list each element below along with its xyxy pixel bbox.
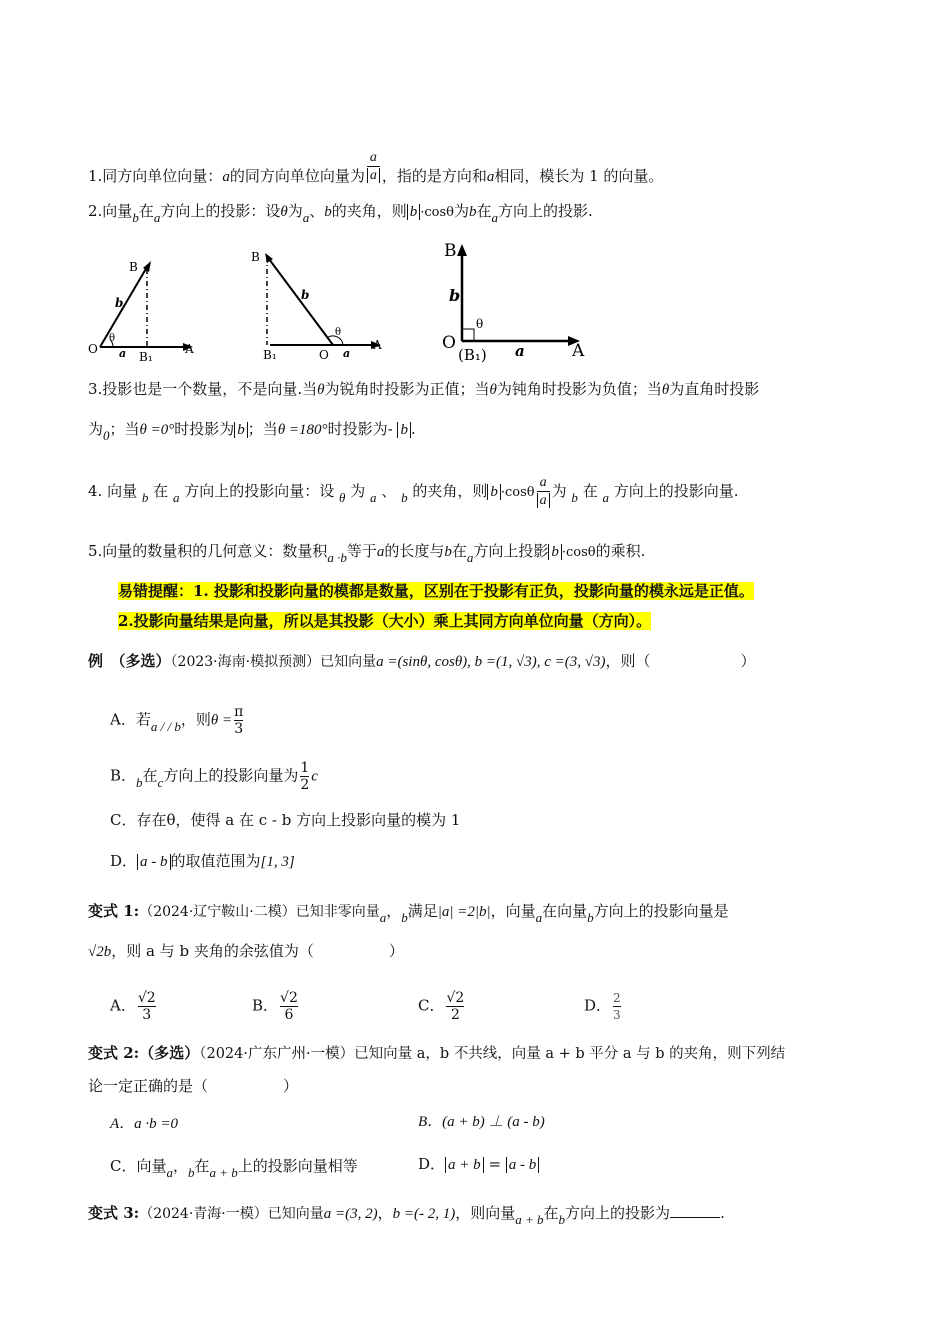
label-vec-a: a [515, 342, 525, 360]
label-O: O [442, 333, 456, 353]
example-stem: 例 （多选）（2023·海南·模拟预测）已知向量a =(sinθ, cosθ), b =(1, √3), c =(3, √3)，则（ ） [88, 652, 756, 670]
variation-1-option-c[interactable]: C． $\frac{√2}{2}$ [418, 990, 465, 1023]
item-3-line-1: 3.投影也是一个数量，不是向量.当θ为锐角时投影为正值；当θ为钝角时投影为负值；当θ为直角时投影 [88, 380, 760, 398]
label-A: A [373, 338, 382, 352]
variation-2-stem-line-2: 论一定正确的是（ ） [88, 1077, 299, 1095]
example-option-b[interactable]: B．b在c方向上的投影向量为 $\frac{1}{2}$ c [110, 760, 318, 793]
variation-2-option-b[interactable]: B．(a + b) ⊥ (a - b) [418, 1114, 545, 1130]
variation-1-stem: 变式 1:（2024·辽宁鞍山·二模）已知非零向量a，b满足|a| =2|b|，向量a在向量b方向上的投影向量是 [88, 902, 729, 925]
example-option-c[interactable]: C．存在θ，使得 a 在 c - b 方向上投影向量的模为 1 [110, 811, 461, 829]
variation-1-option-a[interactable]: A． $\frac{√2}{3}$ [110, 990, 156, 1023]
example-option-d[interactable]: D． a - b 的取值范围为[1, 3] [110, 852, 295, 870]
variation-1-option-d[interactable]: D． $\frac{2}{3}$ [584, 991, 621, 1022]
label-A: A [572, 341, 585, 361]
variation-1-option-b[interactable]: B． $\frac{√2}{6}$ [252, 990, 298, 1023]
label-vec-b: b [301, 288, 310, 302]
figure-obtuse-projection [245, 245, 390, 365]
item-5: 5.向量的数量积的几何意义：数量积a ·b等于a的长度与b在a方向上投影 b ·cosθ的乘积. [88, 542, 646, 565]
example-option-a[interactable]: A．若a / / b，则θ = $\frac{\pi}{3}$ [110, 704, 244, 737]
item-4: 4. 向量 b 在 a 方向上的投影向量：设 θ 为 a 、 b 的夹角，则 b ·cosθ $\frac{a}{a}$ 为 b 在 a 方向上的投影向量. [88, 475, 739, 508]
label-B1: (B₁) [458, 346, 487, 363]
label-O: O [88, 342, 98, 356]
unit-vector-fraction: $\frac{a}{a}$ [367, 150, 380, 184]
item-2: 2.向量b在a方向上的投影：设θ为a、b的夹角，则 b ·cosθ为b在a方向上的投影. [88, 202, 593, 225]
variation-1-stem-line-2: √2b，则 a 与 b 夹角的余弦值为（ ） [88, 942, 404, 960]
item-1: 1.同方向单位向量：a的同方向单位向量为 $\frac{a}{a}$ ，指的是方向和a相同，模长为 1 的向量。 [88, 150, 664, 185]
variation-2-option-d[interactable]: D． a + b = a - b [418, 1153, 539, 1176]
figure-right-angle-projection [440, 238, 595, 363]
warning-line-2: 2.投影向量结果是向量，所以是其投影（大小）乘上其同方向单位向量（方向）。 [118, 612, 652, 630]
label-vec-a: a [119, 347, 127, 360]
label-B: B [129, 260, 138, 274]
label-O: O [319, 348, 329, 362]
warning-line-1: 易错提醒：1. 投影和投影向量的模都是数量，区别在于投影有正负，投影向量的模永远是正值。 [118, 582, 754, 600]
variation-2-option-c[interactable]: C．向量a，b在a + b上的投影向量相等 [110, 1157, 358, 1180]
figure-acute-projection [85, 255, 205, 365]
variation-3-stem: 变式 3:（2024·青海·一模）已知向量a =(3, 2)，b =(- 2, 1)，则向量a + b在b方向上的投影为 . [88, 1204, 725, 1227]
label-B1: B₁ [263, 348, 277, 362]
label-theta: θ [335, 327, 342, 338]
label-vec-a: a [343, 347, 351, 360]
item-3-line-2: 为0；当θ =0°时投影为 b ；当θ =180°时投影为- b . [88, 420, 416, 443]
label-B: B [444, 241, 457, 261]
label-theta: θ [476, 317, 484, 331]
vec-a: a [222, 169, 230, 185]
variation-2-stem: 变式 2:（多选）（2024·广东广州·一模）已知向量 a，b 不共线，向量 a + b 平分 a 与 b 的夹角，则下列结 [88, 1044, 786, 1062]
label-A: A [185, 342, 194, 356]
variation-2-option-a[interactable]: A．a ·b =0 [110, 1116, 179, 1132]
label-B1: B₁ [139, 350, 153, 364]
answer-blank[interactable] [670, 1203, 720, 1218]
label-vec-b: b [449, 286, 461, 305]
label-theta: θ [109, 333, 116, 344]
label-B: B [251, 250, 260, 264]
unit-vector-fraction: $\frac{a}{a}$ [537, 475, 550, 509]
label-vec-b: b [115, 296, 124, 310]
